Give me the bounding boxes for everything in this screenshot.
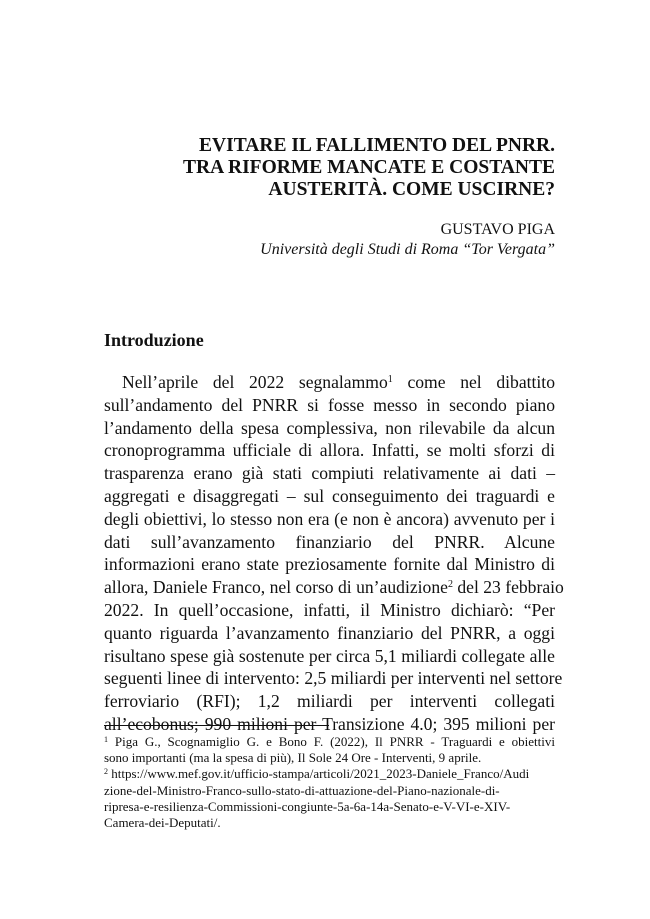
body-line: dati sull’avanzamento finanziario del PNRR. Alcune: [104, 531, 555, 552]
footnote-divider: [104, 725, 329, 726]
footnote-2-mark: 2: [104, 767, 108, 777]
footnote-2-cont[interactable]: ripresa-e-resilienza-Commissioni-congiunte-5a-6a-14a-Senato-e-V-VI-e-XIV-: [104, 798, 511, 814]
body-line: cronoprogramma ufficiale di allora. Infatti, se molti sforzi di: [104, 440, 555, 461]
footnote-ref-1[interactable]: 1: [387, 374, 393, 385]
body-line: degli obiettivi, lo stesso non era (e non è ancora) avvenuto per i: [104, 508, 555, 529]
body-line: 2022. In quell’occasione, infatti, il Ministro dichiarò: “Per: [104, 599, 555, 620]
body-line: Nell’aprile del 2022 segnalammo$^1$ come nel dibattito: [122, 372, 555, 392]
paper-title: [180, 135, 555, 201]
footnote-2-link[interactable]: https://www.mef.gov.it/ufficio-stampa/articoli/2021_2023-Daniele_Franco/Audi: [108, 766, 530, 782]
footnote-1-cont: sono importanti (ma la spesa di più), Il Sole 24 Ore - Interventi, 9 aprile.: [104, 750, 482, 766]
body-line: risultano spese già sostenute per circa 5,1 miliardi collegate alle: [104, 645, 555, 666]
footnote-2-cont[interactable]: zione-del-Ministro-Franco-sullo-stato-di-attuazione-del-Piano-nazionale-di-: [104, 782, 500, 798]
footnote-1-mark: 1: [104, 735, 108, 744]
footnote-ref-2[interactable]: 2: [447, 579, 453, 591]
title-line-2: TRA RIFORME MANCATE E COSTANTE: [183, 157, 555, 178]
author-name: GUSTAVO PIGA: [440, 221, 555, 238]
body-line: sull’andamento del PNRR si fosse messo in secondo piano: [104, 394, 555, 415]
footnote-2: [104, 766, 555, 782]
section-heading: Introduzione: [104, 330, 204, 350]
body-line: seguenti linee di intervento: 2,5 miliardi per interventi nel settore: [104, 668, 563, 689]
footnotes: [104, 734, 555, 831]
body-line: allora, Daniele Franco, nel corso di un’audizione$^2$ del 23 febbraio: [104, 577, 564, 598]
body-line: ferroviario (RFI); 1,2 miliardi per interventi collegati: [104, 691, 555, 712]
body-line: all’ecobonus; 990 milioni per Transizione 4.0; 395 milioni per: [104, 713, 555, 734]
title-line-3: AUSTERITÀ. COME USCIRNE?: [268, 179, 555, 200]
body-line: aggregati e disaggregati – sul conseguimento dei traguardi e: [104, 485, 555, 506]
body-paragraph: [104, 371, 564, 736]
footnote-2-cont[interactable]: Camera-dei-Deputati/.: [104, 814, 221, 830]
body-line: trasparenza erano già stati compiuti relativamente ai dati –: [104, 463, 555, 484]
footnote-1: $^1$ Piga G., Scognamiglio G. e Bono F. (2022), Il PNRR - Traguardi e obiettivi: [104, 734, 555, 749]
author-affiliation: Università degli Studi di Roma “Tor Vergata”: [260, 241, 555, 258]
body-line: quanto riguarda l’avanzamento finanziario del PNRR, a oggi: [104, 622, 555, 643]
title-line-1: EVITARE IL FALLIMENTO DEL PNRR.: [199, 135, 555, 156]
body-line: l’andamento della spesa complessiva, non rilevabile da alcun: [104, 417, 555, 438]
body-line: informazioni erano state preziosamente fornite dal Ministro di: [104, 554, 555, 575]
